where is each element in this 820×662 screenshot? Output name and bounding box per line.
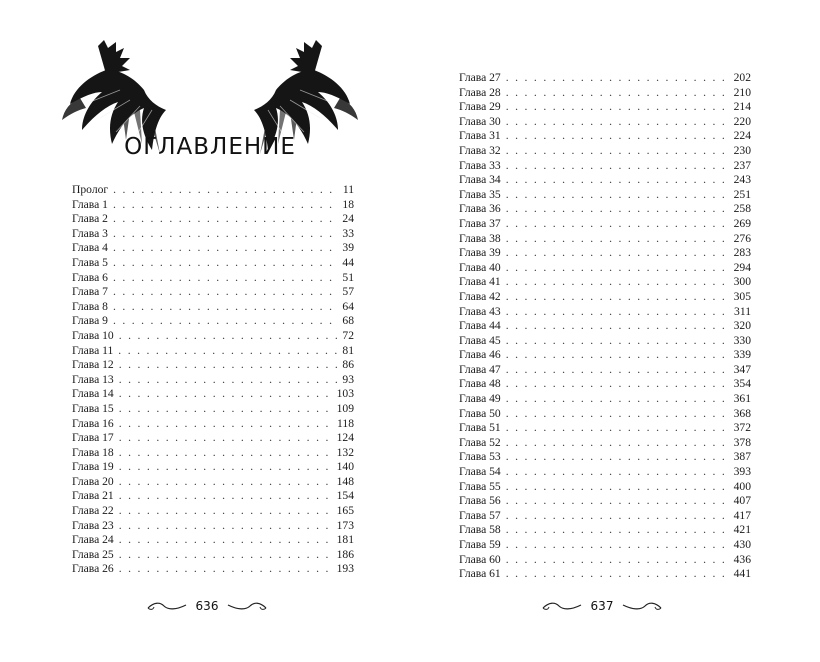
toc-entry bbox=[459, 305, 751, 320]
toc-entry bbox=[72, 212, 354, 227]
toc-entry-page: 86 bbox=[342, 358, 354, 372]
toc-entry-page: 330 bbox=[733, 333, 751, 347]
toc-entry-page: 181 bbox=[336, 533, 354, 547]
toc-entry bbox=[459, 144, 751, 159]
toc-entry-page: 354 bbox=[733, 377, 751, 391]
dot-leader bbox=[506, 217, 729, 232]
toc-entry-label: Глава 58 bbox=[459, 523, 501, 537]
dot-leader bbox=[506, 232, 729, 247]
toc-entry-page: 251 bbox=[733, 187, 751, 201]
toc-entry-label: Глава 23 bbox=[72, 518, 114, 532]
toc-entry-page: 93 bbox=[342, 372, 354, 386]
dot-leader bbox=[506, 553, 729, 568]
dot-leader bbox=[119, 533, 332, 548]
toc-entry-page: 320 bbox=[733, 319, 751, 333]
toc-entry bbox=[459, 86, 751, 101]
toc-entry bbox=[459, 377, 751, 392]
toc-entry-page: 124 bbox=[336, 431, 354, 445]
dot-leader bbox=[506, 421, 729, 436]
dot-leader bbox=[113, 300, 337, 315]
toc-entry-page: 202 bbox=[733, 71, 751, 84]
toc-entry-label: Глава 32 bbox=[459, 143, 501, 157]
toc-entry bbox=[459, 480, 751, 495]
toc-entry bbox=[72, 373, 354, 388]
toc-entry bbox=[459, 232, 751, 247]
toc-entry bbox=[72, 489, 354, 504]
dot-leader bbox=[119, 446, 332, 461]
toc-entry-label: Пролог bbox=[72, 183, 109, 196]
dot-leader bbox=[119, 402, 332, 417]
toc-entry-page: 339 bbox=[733, 348, 751, 362]
dot-leader bbox=[506, 334, 729, 349]
toc-entry bbox=[72, 533, 354, 548]
toc-entry-label: Глава 16 bbox=[72, 416, 114, 430]
toc-entry-label: Глава 53 bbox=[459, 450, 501, 464]
toc-entry-page: 407 bbox=[733, 494, 751, 508]
toc-entry bbox=[72, 475, 354, 490]
dot-leader bbox=[506, 567, 729, 582]
toc-entry-label: Глава 19 bbox=[72, 460, 114, 474]
dot-leader bbox=[119, 562, 332, 577]
dot-leader bbox=[119, 489, 332, 504]
dot-leader bbox=[506, 159, 729, 174]
toc-entry bbox=[72, 460, 354, 475]
toc-entry-page: 140 bbox=[336, 460, 354, 474]
toc-entry-page: 214 bbox=[733, 100, 751, 114]
toc-entry bbox=[72, 241, 354, 256]
toc-entry-page: 243 bbox=[733, 173, 751, 187]
toc-entry-label: Глава 15 bbox=[72, 401, 114, 415]
toc-entry-page: 294 bbox=[733, 260, 751, 274]
toc-entry-page: 276 bbox=[733, 231, 751, 245]
toc-entry-label: Глава 59 bbox=[459, 538, 501, 551]
dot-leader bbox=[506, 480, 729, 495]
toc-entry bbox=[459, 407, 751, 422]
toc-entry-label: Глава 25 bbox=[72, 547, 114, 561]
toc-entry bbox=[72, 314, 354, 329]
toc-entry-label: Глава 11 bbox=[72, 343, 114, 357]
toc-entry-label: Глава 26 bbox=[72, 562, 114, 576]
toc-entry-page: 57 bbox=[342, 285, 354, 299]
toc-entry-label: Глава 24 bbox=[72, 533, 114, 547]
dot-leader bbox=[118, 344, 337, 359]
toc-entry-label: Глава 52 bbox=[459, 435, 501, 449]
toc-entry-page: 51 bbox=[342, 270, 354, 284]
contents-header bbox=[60, 40, 360, 165]
toc-entry-page: 441 bbox=[733, 567, 751, 581]
toc-entry-label: Глава 20 bbox=[72, 474, 114, 488]
dot-leader bbox=[119, 431, 332, 446]
toc-entry-label: Глава 54 bbox=[459, 465, 501, 479]
toc-entry-page: 165 bbox=[336, 504, 354, 518]
toc-entry bbox=[459, 553, 751, 568]
toc-entry-page: 230 bbox=[733, 143, 751, 157]
dot-leader bbox=[119, 548, 332, 563]
page-number: 637 bbox=[590, 599, 614, 613]
toc-entry bbox=[459, 246, 751, 261]
toc-entry bbox=[459, 538, 751, 553]
toc-entry-label: Глава 12 bbox=[72, 358, 114, 372]
toc-entry-page: 421 bbox=[733, 523, 751, 537]
toc-entry bbox=[459, 421, 751, 436]
toc-list-right bbox=[459, 71, 751, 582]
toc-entry bbox=[459, 202, 751, 217]
dot-leader bbox=[119, 519, 332, 534]
toc-entry bbox=[72, 417, 354, 432]
toc-entry-label: Глава 21 bbox=[72, 489, 114, 503]
page-title: ОГЛАВЛЕНИЕ bbox=[124, 134, 296, 160]
toc-entry-label: Глава 31 bbox=[459, 129, 501, 143]
toc-entry-page: 118 bbox=[337, 416, 354, 430]
toc-entry bbox=[72, 548, 354, 563]
toc-entry-label: Глава 44 bbox=[459, 319, 501, 333]
toc-entry-label: Глава 38 bbox=[459, 231, 501, 245]
toc-entry-label: Глава 49 bbox=[459, 392, 501, 406]
toc-entry-label: Глава 8 bbox=[72, 299, 108, 313]
swirl-icon bbox=[541, 599, 583, 613]
toc-entry-label: Глава 29 bbox=[459, 100, 501, 114]
dot-leader bbox=[113, 227, 337, 242]
dot-leader bbox=[506, 377, 729, 392]
toc-entry-page: 44 bbox=[342, 255, 354, 269]
dot-leader bbox=[119, 387, 332, 402]
toc-entry bbox=[459, 494, 751, 509]
dot-leader bbox=[113, 212, 337, 227]
toc-entry-label: Глава 3 bbox=[72, 226, 108, 240]
toc-entry-page: 193 bbox=[336, 562, 354, 576]
dot-leader bbox=[119, 417, 332, 432]
toc-entry bbox=[459, 129, 751, 144]
toc-entry-label: Глава 43 bbox=[459, 304, 501, 318]
right-page bbox=[410, 0, 820, 662]
toc-entry-label: Глава 46 bbox=[459, 348, 501, 362]
toc-entry bbox=[72, 344, 354, 359]
toc-list-left bbox=[72, 183, 354, 577]
toc-entry-label: Глава 2 bbox=[72, 212, 108, 226]
toc-entry-label: Глава 45 bbox=[459, 333, 501, 347]
toc-entry-page: 103 bbox=[336, 387, 354, 401]
toc-entry bbox=[72, 504, 354, 519]
dot-leader bbox=[119, 373, 338, 388]
toc-entry-label: Глава 36 bbox=[459, 202, 501, 216]
toc-entry-page: 269 bbox=[733, 216, 751, 230]
dot-leader bbox=[113, 314, 337, 329]
swirl-icon bbox=[226, 599, 268, 613]
dot-leader bbox=[506, 202, 729, 217]
toc-entry-label: Глава 7 bbox=[72, 285, 108, 299]
toc-entry bbox=[72, 387, 354, 402]
dot-leader bbox=[506, 363, 729, 378]
toc-entry bbox=[459, 465, 751, 480]
dot-leader bbox=[506, 129, 729, 144]
dot-leader bbox=[506, 115, 729, 130]
dot-leader bbox=[506, 188, 729, 203]
toc-entry bbox=[459, 523, 751, 538]
toc-entry-label: Глава 33 bbox=[459, 158, 501, 172]
toc-entry-page: 387 bbox=[733, 450, 751, 464]
toc-entry-page: 72 bbox=[342, 328, 354, 342]
dot-leader bbox=[506, 465, 729, 480]
page-number: 636 bbox=[195, 599, 219, 613]
dot-leader bbox=[506, 407, 729, 422]
toc-entry bbox=[459, 217, 751, 232]
dot-leader bbox=[113, 241, 337, 256]
toc-entry bbox=[459, 100, 751, 115]
toc-entry-label: Глава 14 bbox=[72, 387, 114, 401]
swirl-icon bbox=[621, 599, 663, 613]
toc-entry bbox=[459, 348, 751, 363]
toc-entry-page: 154 bbox=[336, 489, 354, 503]
toc-entry bbox=[459, 188, 751, 203]
toc-entry-label: Глава 1 bbox=[72, 197, 108, 211]
toc-entry-page: 361 bbox=[733, 392, 751, 406]
toc-entry-page: 393 bbox=[733, 465, 751, 479]
toc-entry-page: 400 bbox=[733, 479, 751, 493]
toc-entry-page: 33 bbox=[342, 226, 354, 240]
dot-leader bbox=[506, 246, 729, 261]
toc-entry-page: 39 bbox=[342, 241, 354, 255]
dot-leader bbox=[506, 71, 729, 86]
dot-leader bbox=[506, 319, 729, 334]
dot-leader bbox=[506, 100, 729, 115]
toc-entry-label: Глава 18 bbox=[72, 445, 114, 459]
toc-entry-page: 24 bbox=[342, 212, 354, 226]
toc-entry-label: Глава 41 bbox=[459, 275, 501, 289]
toc-entry-page: 430 bbox=[733, 538, 751, 551]
toc-entry-page: 347 bbox=[733, 362, 751, 376]
toc-entry bbox=[72, 562, 354, 577]
toc-entry bbox=[72, 446, 354, 461]
toc-entry-page: 148 bbox=[336, 474, 354, 488]
toc-entry-page: 220 bbox=[733, 114, 751, 128]
toc-entry bbox=[72, 300, 354, 315]
toc-entry-page: 436 bbox=[733, 552, 751, 566]
toc-entry-label: Глава 5 bbox=[72, 255, 108, 269]
toc-entry-label: Глава 61 bbox=[459, 567, 501, 581]
footer-left bbox=[132, 596, 282, 616]
toc-entry-page: 417 bbox=[733, 508, 751, 522]
toc-entry-page: 186 bbox=[336, 547, 354, 561]
dot-leader bbox=[506, 86, 729, 101]
dot-leader bbox=[506, 392, 729, 407]
dot-leader bbox=[506, 173, 729, 188]
toc-entry-label: Глава 22 bbox=[72, 504, 114, 518]
footer-right bbox=[527, 596, 677, 616]
toc-entry bbox=[459, 261, 751, 276]
toc-entry-label: Глава 13 bbox=[72, 372, 114, 386]
toc-entry-label: Глава 27 bbox=[459, 71, 501, 84]
toc-entry bbox=[72, 198, 354, 213]
toc-entry bbox=[72, 256, 354, 271]
toc-entry bbox=[72, 519, 354, 534]
toc-entry-page: 173 bbox=[336, 518, 354, 532]
toc-entry bbox=[72, 227, 354, 242]
toc-entry bbox=[459, 275, 751, 290]
dot-leader bbox=[113, 183, 338, 198]
toc-entry-label: Глава 57 bbox=[459, 508, 501, 522]
toc-entry-page: 378 bbox=[733, 435, 751, 449]
toc-entry bbox=[459, 115, 751, 130]
toc-entry bbox=[459, 363, 751, 378]
toc-entry bbox=[459, 290, 751, 305]
toc-entry bbox=[459, 450, 751, 465]
toc-entry bbox=[72, 431, 354, 446]
toc-entry-page: 283 bbox=[733, 246, 751, 260]
dot-leader bbox=[113, 256, 337, 271]
toc-entry-label: Глава 48 bbox=[459, 377, 501, 391]
toc-entry-label: Глава 35 bbox=[459, 187, 501, 201]
toc-entry-label: Глава 51 bbox=[459, 421, 501, 435]
dot-leader bbox=[506, 290, 729, 305]
toc-entry-page: 311 bbox=[734, 304, 751, 318]
dot-leader bbox=[506, 494, 729, 509]
dot-leader bbox=[113, 271, 337, 286]
swirl-icon bbox=[146, 599, 188, 613]
dot-leader bbox=[119, 358, 338, 373]
toc-entry-label: Глава 42 bbox=[459, 289, 501, 303]
toc-entry-label: Глава 4 bbox=[72, 241, 108, 255]
toc-entry bbox=[72, 329, 354, 344]
dot-leader bbox=[506, 144, 729, 159]
toc-entry-label: Глава 28 bbox=[459, 85, 501, 99]
dot-leader bbox=[506, 538, 729, 553]
toc-entry bbox=[72, 183, 354, 198]
dot-leader bbox=[506, 436, 729, 451]
dot-leader bbox=[506, 348, 729, 363]
toc-entry bbox=[459, 436, 751, 451]
toc-entry-label: Глава 60 bbox=[459, 552, 501, 566]
toc-entry bbox=[459, 173, 751, 188]
dot-leader bbox=[506, 275, 729, 290]
toc-entry bbox=[459, 392, 751, 407]
dot-leader bbox=[119, 475, 332, 490]
toc-entry bbox=[72, 271, 354, 286]
toc-entry-page: 210 bbox=[733, 85, 751, 99]
toc-entry bbox=[459, 319, 751, 334]
dot-leader bbox=[119, 329, 338, 344]
toc-entry-page: 11 bbox=[342, 183, 354, 196]
toc-entry bbox=[459, 159, 751, 174]
toc-entry-page: 109 bbox=[336, 401, 354, 415]
toc-entry-page: 372 bbox=[733, 421, 751, 435]
toc-entry-label: Глава 47 bbox=[459, 362, 501, 376]
toc-entry-page: 300 bbox=[733, 275, 751, 289]
toc-entry bbox=[72, 402, 354, 417]
dot-leader bbox=[113, 198, 337, 213]
toc-entry-page: 368 bbox=[733, 406, 751, 420]
toc-entry-label: Глава 55 bbox=[459, 479, 501, 493]
toc-entry bbox=[72, 285, 354, 300]
toc-entry-page: 237 bbox=[733, 158, 751, 172]
toc-entry bbox=[459, 567, 751, 582]
toc-entry-page: 68 bbox=[342, 314, 354, 328]
dot-leader bbox=[506, 305, 729, 320]
toc-entry-label: Глава 10 bbox=[72, 328, 114, 342]
toc-entry-page: 258 bbox=[733, 202, 751, 216]
toc-entry-label: Глава 34 bbox=[459, 173, 501, 187]
toc-entry bbox=[459, 334, 751, 349]
dot-leader bbox=[506, 523, 729, 538]
dot-leader bbox=[113, 285, 337, 300]
toc-entry-label: Глава 39 bbox=[459, 246, 501, 260]
dot-leader bbox=[506, 261, 729, 276]
toc-entry-page: 18 bbox=[342, 197, 354, 211]
dot-leader bbox=[119, 460, 332, 475]
toc-entry-page: 81 bbox=[342, 343, 354, 357]
toc-entry-page: 224 bbox=[733, 129, 751, 143]
toc-entry-page: 132 bbox=[336, 445, 354, 459]
toc-entry-label: Глава 56 bbox=[459, 494, 501, 508]
toc-entry bbox=[459, 71, 751, 86]
toc-entry-page: 305 bbox=[733, 289, 751, 303]
toc-entry-label: Глава 30 bbox=[459, 114, 501, 128]
toc-entry bbox=[459, 509, 751, 524]
dot-leader bbox=[506, 509, 729, 524]
dot-leader bbox=[506, 450, 729, 465]
toc-entry-label: Глава 50 bbox=[459, 406, 501, 420]
toc-entry-label: Глава 40 bbox=[459, 260, 501, 274]
toc-entry-label: Глава 6 bbox=[72, 270, 108, 284]
dot-leader bbox=[119, 504, 332, 519]
toc-entry-label: Глава 17 bbox=[72, 431, 114, 445]
toc-entry-label: Глава 9 bbox=[72, 314, 108, 328]
toc-entry-page: 64 bbox=[342, 299, 354, 313]
toc-entry-label: Глава 37 bbox=[459, 216, 501, 230]
toc-entry bbox=[72, 358, 354, 373]
